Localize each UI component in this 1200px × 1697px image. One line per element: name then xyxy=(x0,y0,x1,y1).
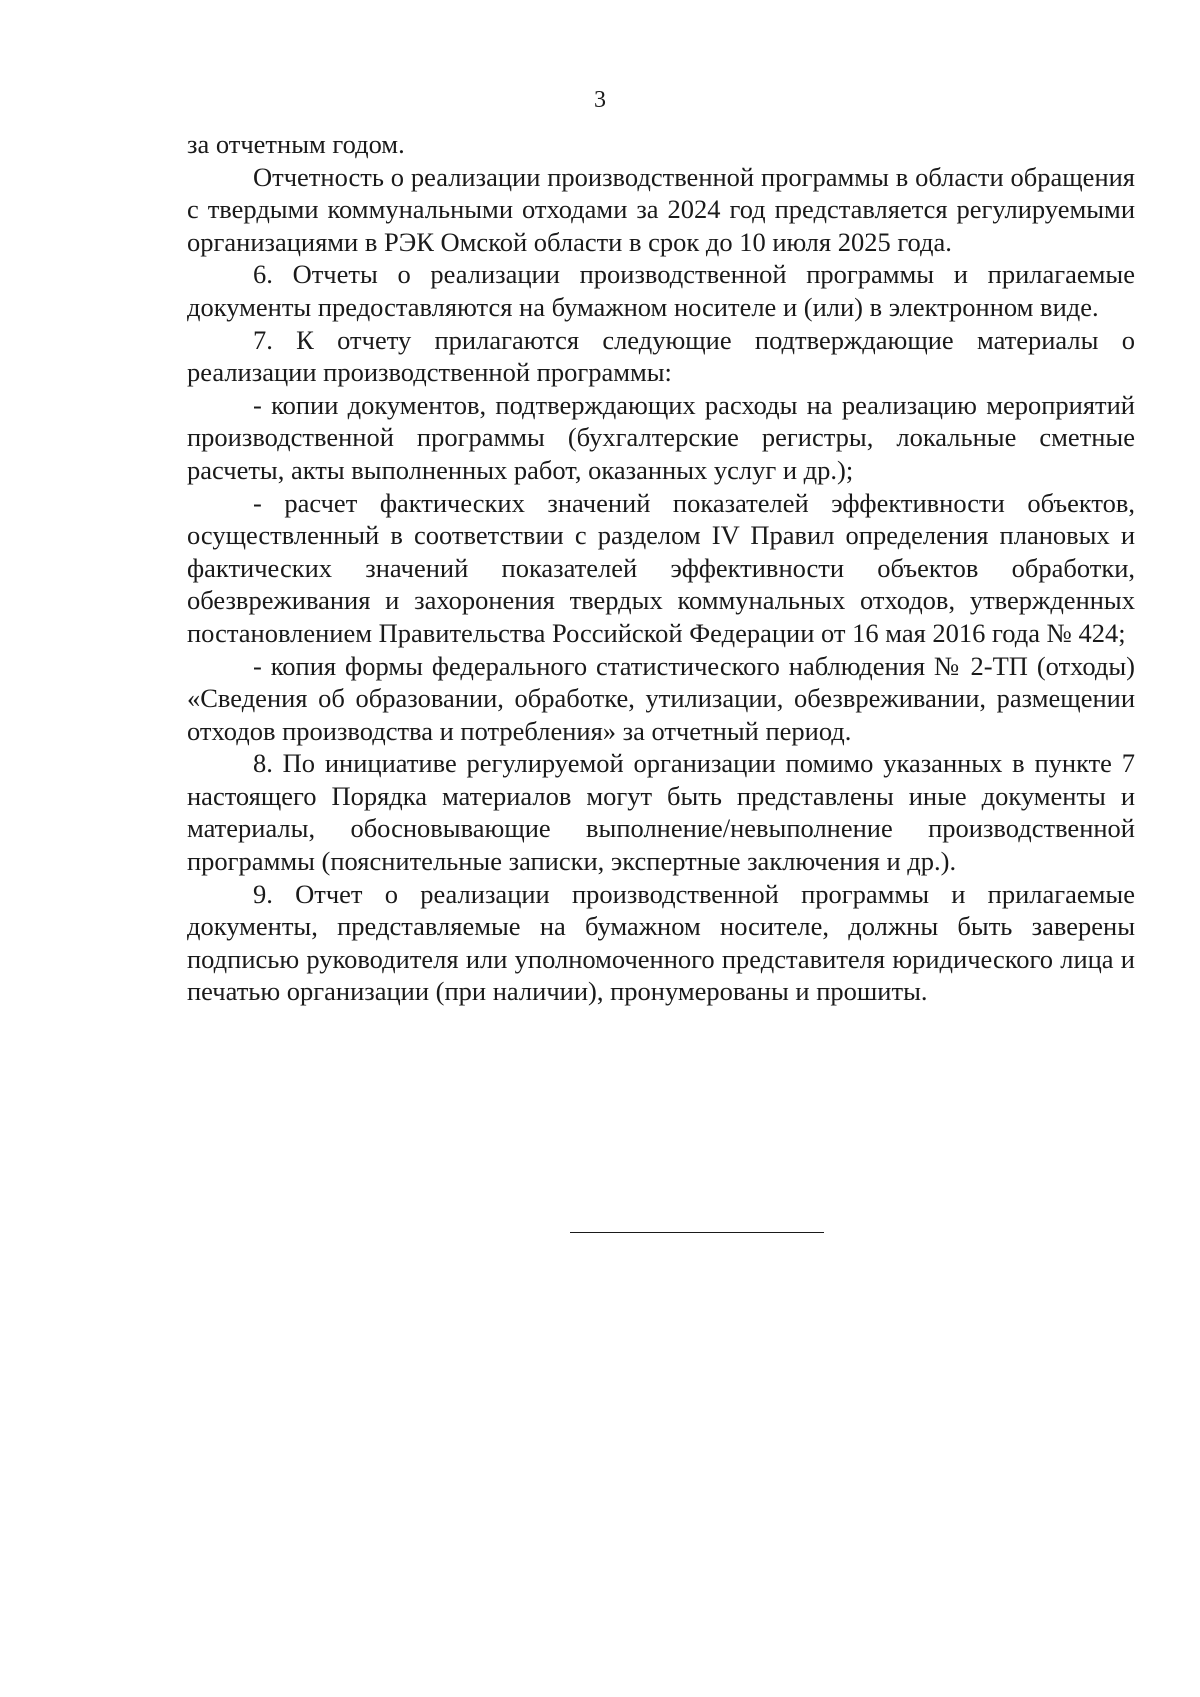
list-item-expense-documents: - копии документов, подтверждающих расходы на реализацию мероприятий производственной программы (бухгалтерские регистры, локальные сметные расчеты, акты выполненных работ, оказанных услуг и др.); xyxy=(187,389,1135,485)
document-body xyxy=(187,128,1135,1008)
paragraph-item-7: 7. К отчету прилагаются следующие подтверждающие материалы о реализации производственной программы: xyxy=(187,324,1135,388)
page-number: 3 xyxy=(594,87,606,113)
list-item-statistical-form: - копия формы федерального статистического наблюдения № 2-ТП (отходы) «Сведения об образовании, обработке, утилизации, обезвреживании, размещении отходов производства и потребления» за отчетный период. xyxy=(187,650,1135,746)
paragraph-item-8: 8. По инициативе регулируемой организации помимо указанных в пункте 7 настоящего Порядка материалов могут быть представлены иные документы и материалы, обосновывающие выполнение/невыполнение производственной программы (пояснительные записки, экспертные заключения и др.). xyxy=(187,748,1135,877)
paragraph-reporting-deadline: Отчетность о реализации производственной программы в области обращения с твердыми коммунальными отходами за 2024 год представляется регулируемыми организациями в РЭК Омской области в срок до 10 июля 2025 года. xyxy=(187,161,1135,257)
paragraph-continuation: за отчетным годом. xyxy=(187,129,405,159)
paragraph-item-9: 9. Отчет о реализации производственной программы и прилагаемые документы, представляемые на бумажном носителе, должны быть заверены подписью руководителя или уполномоченного представителя юридического лица и печатью организации (при наличии), пронумерованы и прошиты. xyxy=(187,878,1135,1007)
list-item-efficiency-calculation: - расчет фактических значений показателей эффективности объектов, осуществленный в соответствии с разделом IV Правил определения плановых и фактических значений показателей эффективности объектов обработки, обезвреживания и захоронения твердых коммунальных отходов, утвержденных постановлением Правительства Российской Федерации от 16 мая 2016 года № 424; xyxy=(187,487,1135,648)
end-separator-line xyxy=(570,1232,824,1233)
paragraph-item-6: 6. Отчеты о реализации производственной программы и прилагаемые документы предоставляются на бумажном носителе и (или) в электронном виде. xyxy=(187,259,1135,322)
